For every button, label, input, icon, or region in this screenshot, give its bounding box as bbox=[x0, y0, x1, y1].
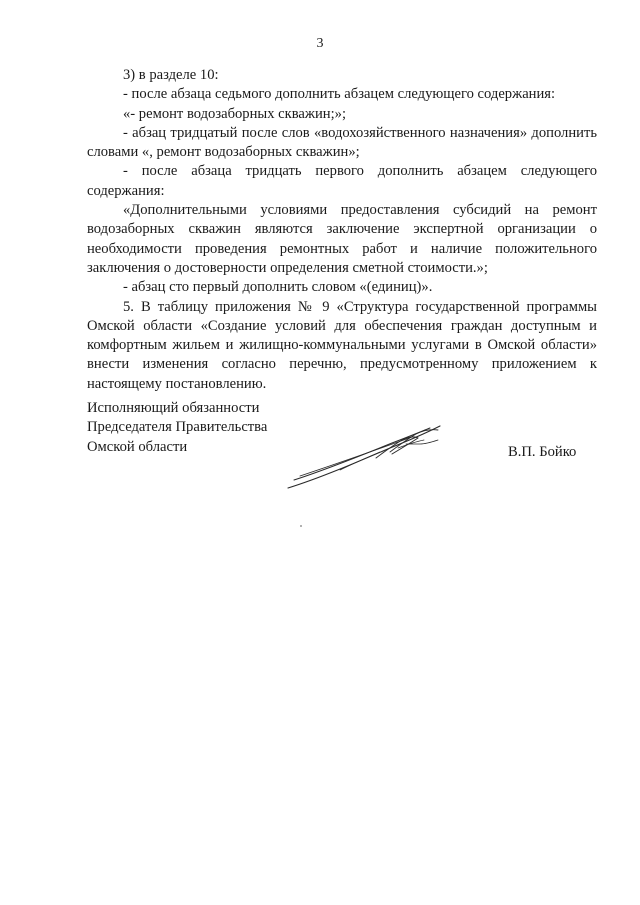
paragraph: - после абзаца седьмого дополнить абзацем следующего содержания: bbox=[123, 86, 556, 103]
signer-name: В.П. Бойко bbox=[508, 444, 577, 460]
paragraph: - абзац сто первый дополнить словом «(единиц)». bbox=[123, 279, 433, 296]
paragraph: - абзац тридцатый после слов «водохозяйственного назначения» дополнить словами «, ремонт водозаборных скважин»; bbox=[87, 124, 597, 161]
signatory-line: Омской области bbox=[87, 438, 188, 455]
document-body bbox=[87, 66, 597, 394]
signatory-line: Председателя Правительства bbox=[87, 419, 268, 436]
paragraph: - после абзаца тридцать первого дополнить абзацем следующего содержания: bbox=[87, 163, 597, 199]
paragraph: «Дополнительными условиями предоставления субсидий на ремонт водозаборных скважин являются заключение экспертной организации о необходимости проведения ремонтных работ и наличие положительного заключения о достоверности определения сметной стоимости.»; bbox=[87, 202, 597, 276]
page-number: 3 bbox=[316, 36, 324, 51]
signatory-title bbox=[87, 399, 267, 457]
signatory-line: Исполняющий обязанности bbox=[87, 400, 260, 416]
scan-speck bbox=[300, 525, 302, 527]
signature-icon bbox=[280, 418, 450, 493]
paragraph: 5. В таблицу приложения № 9 «Структура государственной программы Омской области «Создание условий для обеспечения граждан доступным и комфортным жильем и жилищно-коммунальными услугами в Омской области» внести изменения согласно перечню, предусмотренному приложением к настоящему постановлению. bbox=[87, 298, 597, 392]
paragraph: «- ремонт водозаборных скважин;»; bbox=[123, 105, 347, 122]
section-heading: 3) в разделе 10: bbox=[123, 67, 219, 83]
